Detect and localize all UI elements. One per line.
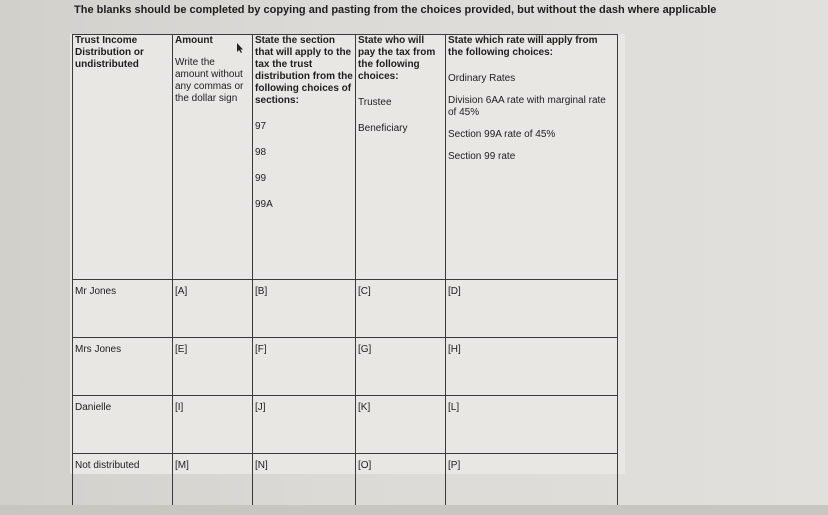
section-choice-99a: 99A (255, 199, 273, 210)
blank-section[interactable]: [B] (253, 280, 356, 338)
header-amount (173, 35, 253, 280)
blank-section[interactable]: [F] (253, 338, 356, 396)
row-name: Not distributed (73, 454, 173, 512)
table-row (73, 454, 618, 512)
blank-section[interactable]: [J] (253, 396, 356, 454)
blank-rate[interactable]: [P] (446, 454, 618, 512)
table-row (73, 338, 618, 396)
blank-amount[interactable]: [A] (173, 280, 253, 338)
header-rate (446, 35, 618, 280)
blank-who[interactable]: [O] (356, 454, 446, 512)
tax-distribution-table (72, 34, 618, 512)
instruction-text: The blanks should be completed by copying and pasting from the choices provided, but without the dash where applicable (74, 4, 717, 16)
header-rate-label: State which rate will apply from the following choices: (448, 35, 598, 58)
mouse-pointer-icon (236, 42, 244, 57)
blank-section[interactable]: [N] (253, 454, 356, 512)
who-choice-beneficiary: Beneficiary (358, 123, 408, 134)
blank-who[interactable]: [K] (356, 396, 446, 454)
row-name: Danielle (73, 396, 173, 454)
blank-rate[interactable]: [H] (446, 338, 618, 396)
header-who-pays (356, 35, 446, 280)
row-name: Mrs Jones (73, 338, 173, 396)
header-trust-income (73, 35, 173, 280)
table-row (73, 280, 618, 338)
section-choice-98: 98 (255, 147, 267, 158)
rate-choice-section-99a: Section 99A rate of 45% (448, 129, 556, 140)
rate-choice-division-6aa: Division 6AA rate with marginal rate of 45% (448, 95, 606, 118)
blank-amount[interactable]: [I] (173, 396, 253, 454)
header-amount-note: Write the amount without any commas or the dollar sign (175, 57, 244, 104)
rate-choice-ordinary: Ordinary Rates (448, 73, 516, 84)
screen-edge (0, 505, 828, 515)
blank-amount[interactable]: [E] (173, 338, 253, 396)
header-who-pays-label: State who will pay the tax from the following choices: (358, 35, 436, 82)
blank-rate[interactable]: [L] (446, 396, 618, 454)
blank-who[interactable]: [G] (356, 338, 446, 396)
blank-rate[interactable]: [D] (446, 280, 618, 338)
header-row (73, 35, 618, 280)
table-row (73, 396, 618, 454)
header-section-label: State the section that will apply to the tax the trust distribution from the following choices of sections: (255, 35, 353, 106)
header-amount-label: Amount (175, 35, 213, 46)
who-choice-trustee: Trustee (358, 97, 392, 108)
header-trust-income-label: Trust Income Distribution or undistributed (75, 35, 144, 70)
row-name: Mr Jones (73, 280, 173, 338)
blank-amount[interactable]: [M] (173, 454, 253, 512)
blank-who[interactable]: [C] (356, 280, 446, 338)
section-choice-99: 99 (255, 173, 267, 184)
rate-choice-section-99: Section 99 rate (448, 151, 516, 162)
section-choice-97: 97 (255, 121, 267, 132)
header-section (253, 35, 356, 280)
